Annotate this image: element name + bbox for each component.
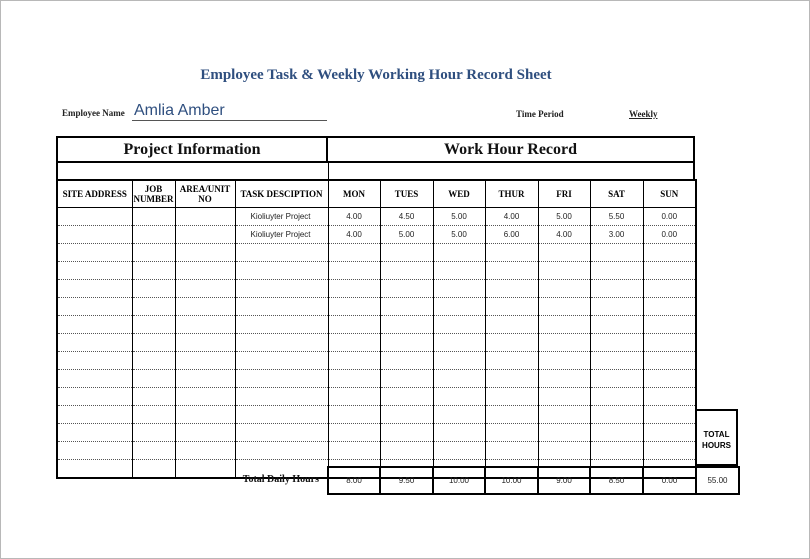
area-unit-cell[interactable]	[175, 226, 235, 244]
fri-hours-cell[interactable]	[538, 406, 590, 424]
total-mon[interactable]: 8.00	[328, 467, 380, 494]
table-row	[57, 406, 696, 424]
thur-hours-cell[interactable]	[485, 388, 538, 406]
site-address-cell[interactable]	[57, 406, 132, 424]
area-unit-cell[interactable]	[175, 442, 235, 460]
mon-hours-cell[interactable]	[328, 334, 380, 352]
site-address-cell[interactable]	[57, 334, 132, 352]
fri-hours-cell[interactable]	[538, 370, 590, 388]
fri-hours-cell[interactable]	[538, 244, 590, 262]
wed-hours-cell[interactable]: 5.00	[433, 208, 485, 226]
sat-hours-cell[interactable]	[590, 442, 643, 460]
site-address-cell[interactable]	[57, 424, 132, 442]
thur-hours-cell[interactable]	[485, 334, 538, 352]
task-description-cell[interactable]	[235, 262, 328, 280]
fri-hours-cell[interactable]: 4.00	[538, 226, 590, 244]
col-thur: THUR	[485, 180, 538, 208]
col-tues: TUES	[380, 180, 433, 208]
thur-hours-cell[interactable]	[485, 280, 538, 298]
tues-hours-cell[interactable]	[380, 316, 433, 334]
col-sat: SAT	[590, 180, 643, 208]
sun-hours-cell[interactable]: 0.00	[643, 226, 696, 244]
tues-hours-cell[interactable]	[380, 334, 433, 352]
time-period-label: Time Period	[516, 109, 564, 119]
mon-hours-cell[interactable]	[328, 424, 380, 442]
table-row	[57, 334, 696, 352]
thur-hours-cell[interactable]	[485, 352, 538, 370]
totals-row	[328, 467, 739, 494]
mon-hours-cell[interactable]	[328, 352, 380, 370]
thur-hours-cell[interactable]	[485, 442, 538, 460]
table-row	[57, 208, 696, 226]
task-description-cell[interactable]: Kioliuyter Project	[235, 226, 328, 244]
sat-hours-cell[interactable]	[590, 352, 643, 370]
tues-hours-cell[interactable]	[380, 424, 433, 442]
job-number-cell[interactable]	[132, 442, 175, 460]
sun-hours-cell[interactable]	[643, 352, 696, 370]
col-site-address: SITE ADDRESS	[57, 180, 132, 208]
site-address-cell[interactable]	[57, 442, 132, 460]
job-number-cell[interactable]	[132, 298, 175, 316]
job-number-cell[interactable]	[132, 370, 175, 388]
fri-hours-cell[interactable]	[538, 280, 590, 298]
task-description-cell[interactable]	[235, 298, 328, 316]
fri-hours-cell[interactable]	[538, 316, 590, 334]
task-description-cell[interactable]: Kioliuyter Project	[235, 208, 328, 226]
tues-hours-cell[interactable]	[380, 370, 433, 388]
total-fri[interactable]: 9.00	[538, 467, 590, 494]
sat-hours-cell[interactable]: 3.00	[590, 226, 643, 244]
sun-hours-cell[interactable]	[643, 406, 696, 424]
task-description-cell[interactable]	[235, 352, 328, 370]
project-information-header: Project Information	[56, 136, 327, 163]
table-row	[57, 280, 696, 298]
totals-table	[327, 466, 740, 495]
tues-hours-cell[interactable]	[380, 442, 433, 460]
site-address-cell[interactable]	[57, 244, 132, 262]
thur-hours-cell[interactable]	[485, 298, 538, 316]
wed-hours-cell[interactable]	[433, 424, 485, 442]
fri-hours-cell[interactable]	[538, 424, 590, 442]
sun-hours-cell[interactable]	[643, 316, 696, 334]
thur-hours-cell[interactable]: 6.00	[485, 226, 538, 244]
sat-hours-cell[interactable]	[590, 316, 643, 334]
job-number-cell[interactable]	[132, 406, 175, 424]
total-tues[interactable]: 9.50	[380, 467, 433, 494]
sat-hours-cell[interactable]	[590, 280, 643, 298]
sat-hours-cell[interactable]	[590, 334, 643, 352]
thur-hours-cell[interactable]	[485, 406, 538, 424]
mon-hours-cell[interactable]	[328, 370, 380, 388]
sat-hours-cell[interactable]	[590, 406, 643, 424]
task-description-cell[interactable]	[235, 424, 328, 442]
sun-hours-cell[interactable]	[643, 442, 696, 460]
task-description-cell[interactable]	[235, 370, 328, 388]
task-description-cell[interactable]	[235, 280, 328, 298]
fri-hours-cell[interactable]: 5.00	[538, 208, 590, 226]
task-description-cell[interactable]	[235, 244, 328, 262]
thur-hours-cell[interactable]	[485, 370, 538, 388]
site-address-cell[interactable]	[57, 298, 132, 316]
wed-hours-cell[interactable]	[433, 280, 485, 298]
site-address-cell[interactable]	[57, 352, 132, 370]
job-number-cell[interactable]	[132, 316, 175, 334]
area-unit-cell[interactable]	[175, 208, 235, 226]
area-unit-cell[interactable]	[175, 262, 235, 280]
tues-hours-cell[interactable]	[380, 280, 433, 298]
wed-hours-cell[interactable]	[433, 244, 485, 262]
fri-hours-cell[interactable]	[538, 334, 590, 352]
total-daily-hours-label: Total Daily Hours	[242, 474, 319, 485]
area-unit-cell[interactable]	[175, 334, 235, 352]
sun-hours-cell[interactable]	[643, 388, 696, 406]
site-address-cell[interactable]	[57, 460, 132, 479]
table-row	[57, 442, 696, 460]
thur-hours-cell[interactable]	[485, 424, 538, 442]
total-thur[interactable]: 10.00	[485, 467, 538, 494]
tues-hours-cell[interactable]	[380, 406, 433, 424]
wed-hours-cell[interactable]	[433, 316, 485, 334]
table-row	[57, 388, 696, 406]
tues-hours-cell[interactable]	[380, 352, 433, 370]
grand-total[interactable]: 55.00	[696, 467, 739, 494]
site-address-cell[interactable]	[57, 388, 132, 406]
job-number-cell[interactable]	[132, 208, 175, 226]
mon-hours-cell[interactable]	[328, 262, 380, 280]
wed-hours-cell[interactable]	[433, 262, 485, 280]
task-description-cell[interactable]	[235, 442, 328, 460]
area-unit-cell[interactable]	[175, 280, 235, 298]
table-row	[57, 352, 696, 370]
sat-hours-cell[interactable]	[590, 424, 643, 442]
mon-hours-cell[interactable]	[328, 388, 380, 406]
sun-hours-cell[interactable]	[643, 370, 696, 388]
col-job-number: JOB NUMBER	[132, 180, 175, 208]
tues-hours-cell[interactable]	[380, 262, 433, 280]
table-row	[57, 298, 696, 316]
wed-hours-cell[interactable]	[433, 442, 485, 460]
task-description-cell[interactable]	[235, 316, 328, 334]
total-sat[interactable]: 8.50	[590, 467, 643, 494]
employee-name-label: Employee Name	[62, 108, 125, 118]
total-hours-label: TOTAL HOURS	[695, 409, 738, 466]
wed-hours-cell[interactable]	[433, 388, 485, 406]
mon-hours-cell[interactable]	[328, 244, 380, 262]
thur-hours-cell[interactable]	[485, 244, 538, 262]
sat-hours-cell[interactable]: 5.50	[590, 208, 643, 226]
fri-hours-cell[interactable]	[538, 388, 590, 406]
wed-hours-cell[interactable]: 5.00	[433, 226, 485, 244]
tues-hours-cell[interactable]: 4.50	[380, 208, 433, 226]
col-area-unit: AREA/UNIT NO	[175, 180, 235, 208]
total-wed[interactable]: 10.00	[433, 467, 485, 494]
job-number-cell[interactable]	[132, 226, 175, 244]
thur-hours-cell[interactable]	[485, 316, 538, 334]
time-period-value[interactable]: Weekly	[629, 109, 658, 119]
sun-hours-cell[interactable]	[643, 262, 696, 280]
wed-hours-cell[interactable]	[433, 352, 485, 370]
site-address-cell[interactable]	[57, 280, 132, 298]
sheet-title: Employee Task & Weekly Working Hour Record Sheet	[200, 67, 552, 83]
table-header-row	[57, 180, 696, 208]
total-sun[interactable]: 0.00	[643, 467, 696, 494]
col-wed: WED	[433, 180, 485, 208]
site-address-cell[interactable]	[57, 316, 132, 334]
employee-name-field[interactable]: Amlia Amber	[132, 102, 327, 121]
sun-hours-cell[interactable]	[643, 244, 696, 262]
col-mon: MON	[328, 180, 380, 208]
hours-table	[56, 179, 697, 479]
work-hour-record-header: Work Hour Record	[327, 136, 695, 163]
job-number-cell[interactable]	[132, 334, 175, 352]
col-sun: SUN	[643, 180, 696, 208]
area-unit-cell[interactable]	[175, 298, 235, 316]
header-spacer	[56, 163, 695, 179]
table-row	[57, 316, 696, 334]
sat-hours-cell[interactable]	[590, 262, 643, 280]
job-number-cell[interactable]	[132, 460, 175, 479]
mon-hours-cell[interactable]	[328, 316, 380, 334]
mon-hours-cell[interactable]	[328, 442, 380, 460]
task-description-cell[interactable]	[235, 406, 328, 424]
table-row	[57, 262, 696, 280]
tues-hours-cell[interactable]	[380, 388, 433, 406]
job-number-cell[interactable]	[132, 352, 175, 370]
thur-hours-cell[interactable]: 4.00	[485, 208, 538, 226]
mon-hours-cell[interactable]: 4.00	[328, 226, 380, 244]
sun-hours-cell[interactable]	[643, 298, 696, 316]
table-row	[57, 244, 696, 262]
area-unit-cell[interactable]	[175, 352, 235, 370]
task-description-cell[interactable]	[235, 388, 328, 406]
area-unit-cell[interactable]	[175, 424, 235, 442]
col-task-description: TASK DESCIPTION	[235, 180, 328, 208]
mon-hours-cell[interactable]	[328, 298, 380, 316]
mon-hours-cell[interactable]	[328, 406, 380, 424]
job-number-cell[interactable]	[132, 280, 175, 298]
area-unit-cell[interactable]	[175, 244, 235, 262]
area-unit-cell[interactable]	[175, 406, 235, 424]
tues-hours-cell[interactable]: 5.00	[380, 226, 433, 244]
sat-hours-cell[interactable]	[590, 298, 643, 316]
sat-hours-cell[interactable]	[590, 388, 643, 406]
area-unit-cell[interactable]	[175, 370, 235, 388]
wed-hours-cell[interactable]	[433, 334, 485, 352]
job-number-cell[interactable]	[132, 388, 175, 406]
sun-hours-cell[interactable]	[643, 334, 696, 352]
fri-hours-cell[interactable]	[538, 298, 590, 316]
mon-hours-cell[interactable]	[328, 280, 380, 298]
wed-hours-cell[interactable]	[433, 370, 485, 388]
fri-hours-cell[interactable]	[538, 352, 590, 370]
wed-hours-cell[interactable]	[433, 298, 485, 316]
wed-hours-cell[interactable]	[433, 406, 485, 424]
table-row	[57, 226, 696, 244]
sat-hours-cell[interactable]	[590, 370, 643, 388]
site-address-cell[interactable]	[57, 370, 132, 388]
area-unit-cell[interactable]	[175, 388, 235, 406]
site-address-cell[interactable]	[57, 226, 132, 244]
sat-hours-cell[interactable]	[590, 244, 643, 262]
col-fri: FRI	[538, 180, 590, 208]
fri-hours-cell[interactable]	[538, 442, 590, 460]
table-row	[57, 424, 696, 442]
job-number-cell[interactable]	[132, 262, 175, 280]
sun-hours-cell[interactable]	[643, 424, 696, 442]
job-number-cell[interactable]	[132, 424, 175, 442]
job-number-cell[interactable]	[132, 244, 175, 262]
sun-hours-cell[interactable]: 0.00	[643, 208, 696, 226]
area-unit-cell[interactable]	[175, 316, 235, 334]
site-address-cell[interactable]	[57, 208, 132, 226]
sun-hours-cell[interactable]	[643, 280, 696, 298]
thur-hours-cell[interactable]	[485, 262, 538, 280]
tues-hours-cell[interactable]	[380, 244, 433, 262]
mon-hours-cell[interactable]: 4.00	[328, 208, 380, 226]
site-address-cell[interactable]	[57, 262, 132, 280]
tues-hours-cell[interactable]	[380, 298, 433, 316]
fri-hours-cell[interactable]	[538, 262, 590, 280]
table-row	[57, 370, 696, 388]
task-description-cell[interactable]	[235, 334, 328, 352]
